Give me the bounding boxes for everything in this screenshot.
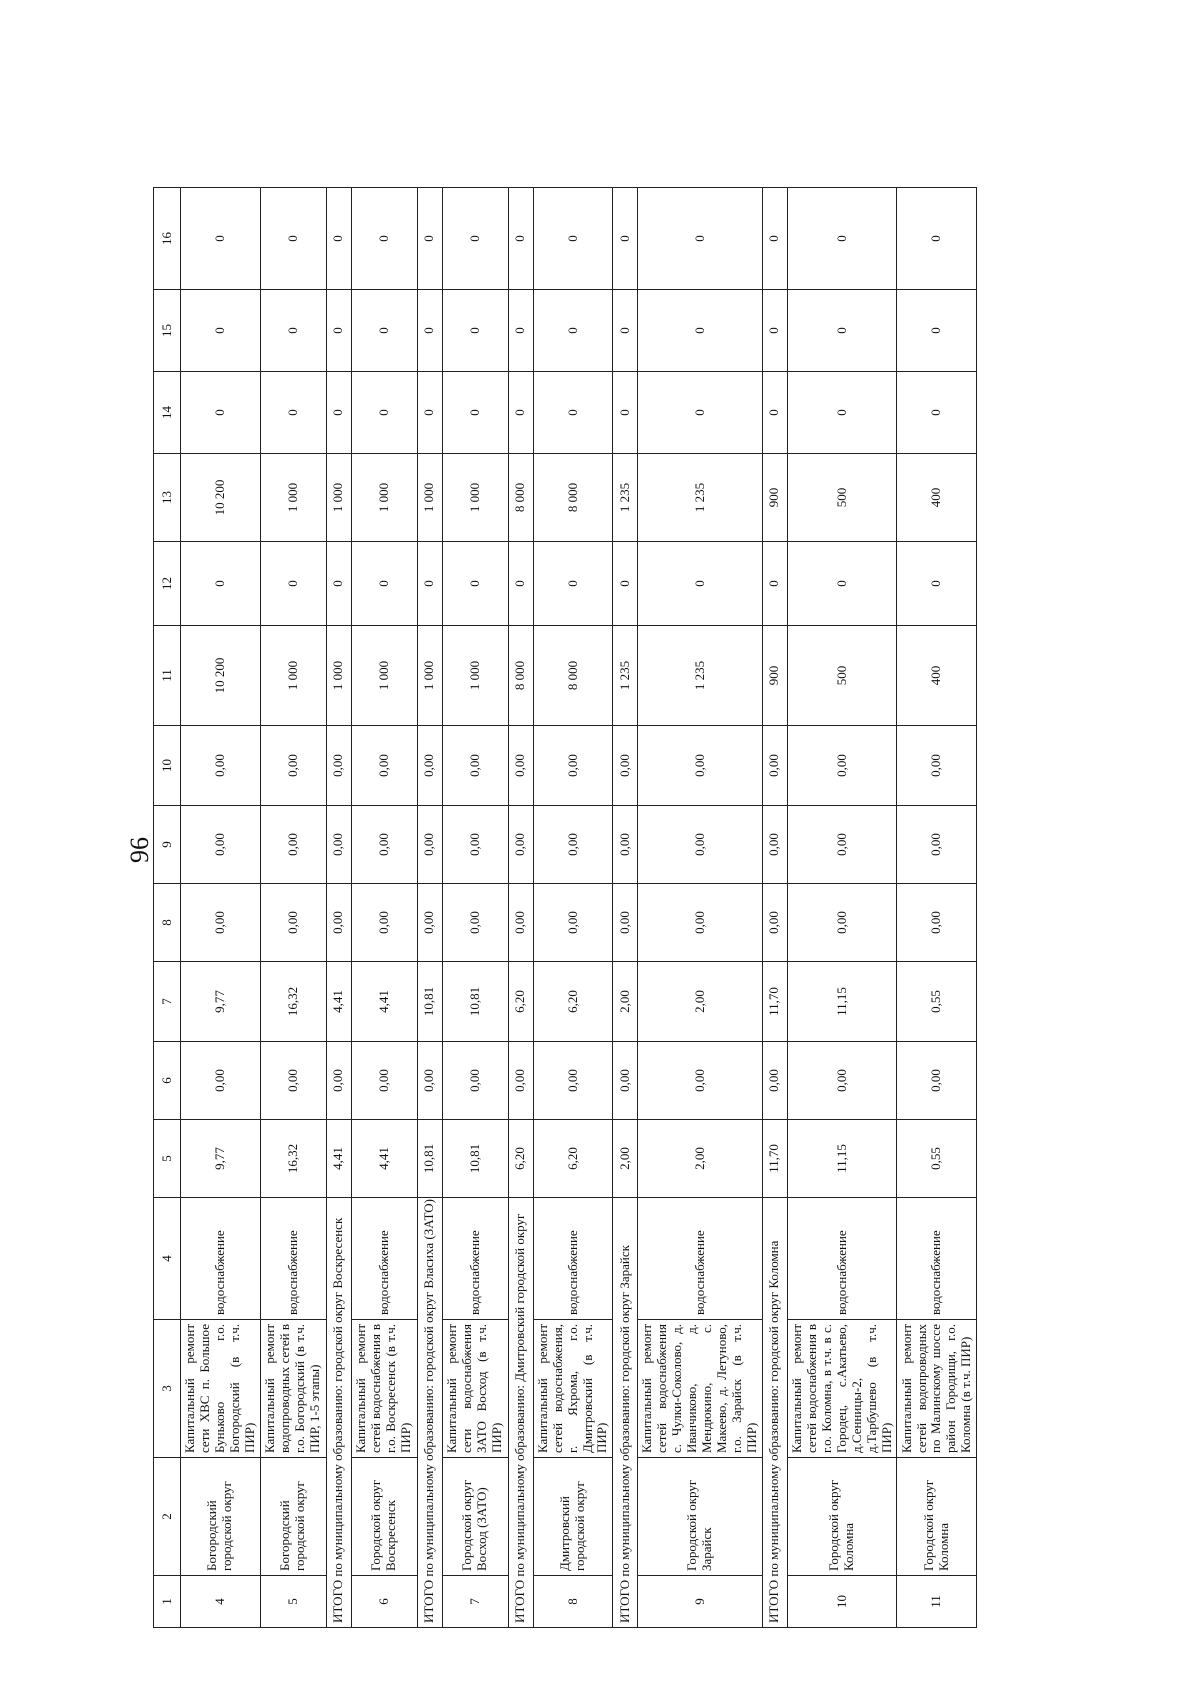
value-col-7: 16,32 <box>260 962 326 1042</box>
value-col-13: 1 000 <box>351 454 417 542</box>
value-col-16: 0 <box>638 188 763 290</box>
total-value-col-6: 0,00 <box>417 1042 442 1120</box>
column-number-12: 12 <box>154 542 181 626</box>
value-col-15: 0 <box>533 290 613 372</box>
value-col-11: 1 000 <box>260 626 326 726</box>
column-number-6: 6 <box>154 1042 181 1120</box>
value-col-15: 0 <box>638 290 763 372</box>
total-value-col-13: 8 000 <box>508 454 533 542</box>
total-value-col-7: 2,00 <box>613 962 638 1042</box>
work-description: Капитальный ремонт сетей водопроводных по Малинскому шоссе район Городищи, г.о. Коломна (в т.ч. ПИР) <box>897 1320 977 1458</box>
value-col-10: 0,00 <box>638 726 763 806</box>
value-col-11: 1 000 <box>442 626 508 726</box>
column-number-16: 16 <box>154 188 181 290</box>
row-number: 4 <box>181 1576 261 1628</box>
total-value-col-13: 1 000 <box>326 454 351 542</box>
total-value-col-11: 1 235 <box>613 626 638 726</box>
work-description: Капитальный ремонт сетей водоснабжения в г.о. Коломна, в т.ч. в с. Городец, с.Акатьево, д.Сенницы-2, д.Тарбушево (в т.ч. ПИР) <box>787 1320 897 1458</box>
total-label: ИТОГО по муниципальному образованию: городской округ Коломна <box>762 1198 787 1628</box>
total-value-col-10: 0,00 <box>613 726 638 806</box>
row-number: 9 <box>638 1576 763 1628</box>
value-col-12: 0 <box>351 542 417 626</box>
value-col-14: 0 <box>181 372 261 454</box>
utility-type: водоснабжение <box>638 1198 763 1320</box>
value-col-16: 0 <box>260 188 326 290</box>
total-value-col-12: 0 <box>762 542 787 626</box>
value-col-10: 0,00 <box>260 726 326 806</box>
value-col-7: 9,77 <box>181 962 261 1042</box>
municipality: Городской округ Воскресенск <box>351 1458 417 1576</box>
total-value-col-12: 0 <box>417 542 442 626</box>
value-col-6: 0,00 <box>351 1042 417 1120</box>
value-col-12: 0 <box>533 542 613 626</box>
total-label: ИТОГО по муниципальному образованию: городской округ Воскресенск <box>326 1198 351 1628</box>
municipality: Городской округ Коломна <box>897 1458 977 1576</box>
value-col-8: 0,00 <box>787 884 897 962</box>
total-value-col-15: 0 <box>613 290 638 372</box>
value-col-13: 500 <box>787 454 897 542</box>
municipality: Городской округ Восход (ЗАТО) <box>442 1458 508 1576</box>
total-value-col-5: 11,70 <box>762 1120 787 1198</box>
data-table <box>153 187 977 1628</box>
total-value-col-13: 900 <box>762 454 787 542</box>
total-value-col-12: 0 <box>613 542 638 626</box>
value-col-9: 0,00 <box>787 806 897 884</box>
total-value-col-8: 0,00 <box>613 884 638 962</box>
value-col-14: 0 <box>787 372 897 454</box>
value-col-6: 0,00 <box>533 1042 613 1120</box>
column-number-3: 3 <box>154 1320 181 1458</box>
value-col-14: 0 <box>638 372 763 454</box>
total-value-col-15: 0 <box>417 290 442 372</box>
value-col-13: 10 200 <box>181 454 261 542</box>
total-value-col-16: 0 <box>613 188 638 290</box>
value-col-15: 0 <box>351 290 417 372</box>
municipality: Городской округ Зарайск <box>638 1458 763 1576</box>
value-col-14: 0 <box>442 372 508 454</box>
value-col-12: 0 <box>181 542 261 626</box>
value-col-13: 8 000 <box>533 454 613 542</box>
value-col-9: 0,00 <box>533 806 613 884</box>
total-value-col-5: 6,20 <box>508 1120 533 1198</box>
total-value-col-9: 0,00 <box>762 806 787 884</box>
table-row <box>181 188 261 1628</box>
value-col-7: 11,15 <box>787 962 897 1042</box>
total-value-col-10: 0,00 <box>762 726 787 806</box>
column-number-9: 9 <box>154 806 181 884</box>
total-row <box>417 188 442 1628</box>
utility-type: водоснабжение <box>897 1198 977 1320</box>
value-col-6: 0,00 <box>638 1042 763 1120</box>
total-value-col-7: 6,20 <box>508 962 533 1042</box>
column-number-1: 1 <box>154 1576 181 1628</box>
column-number-4: 4 <box>154 1198 181 1320</box>
total-row <box>762 188 787 1628</box>
table-row <box>897 188 977 1628</box>
work-description: Капитальный ремонт сетей водоснабжения с. Чулки-Соколово, д. Иванчиково, д. Мендюкино, с. Макеево, д. Летуново, г.о. Зарайск (в т.ч. ПИР) <box>638 1320 763 1458</box>
value-col-10: 0,00 <box>533 726 613 806</box>
column-number-15: 15 <box>154 290 181 372</box>
table-row <box>638 188 763 1628</box>
utility-type: водоснабжение <box>351 1198 417 1320</box>
total-value-col-15: 0 <box>326 290 351 372</box>
table-row <box>442 188 508 1628</box>
total-value-col-8: 0,00 <box>326 884 351 962</box>
page-number: 96 <box>125 837 154 863</box>
value-col-9: 0,00 <box>181 806 261 884</box>
total-value-col-8: 0,00 <box>417 884 442 962</box>
value-col-8: 0,00 <box>442 884 508 962</box>
table-row <box>787 188 897 1628</box>
value-col-9: 0,00 <box>897 806 977 884</box>
column-number-2: 2 <box>154 1458 181 1576</box>
value-col-11: 500 <box>787 626 897 726</box>
work-description: Капитальный ремонт водопроводных сетей в г.о. Богородский (в т.ч. ПИР, 1-5 этапы) <box>260 1320 326 1458</box>
value-col-12: 0 <box>442 542 508 626</box>
value-col-14: 0 <box>897 372 977 454</box>
value-col-12: 0 <box>897 542 977 626</box>
value-col-15: 0 <box>442 290 508 372</box>
value-col-16: 0 <box>351 188 417 290</box>
value-col-7: 10,81 <box>442 962 508 1042</box>
total-value-col-11: 1 000 <box>326 626 351 726</box>
work-description: Капитальный ремонт сети ХВС п. Большое Буньково г.о. Богородский (в т.ч. ПИР) <box>181 1320 261 1458</box>
row-number: 8 <box>533 1576 613 1628</box>
value-col-11: 1 235 <box>638 626 763 726</box>
total-value-col-12: 0 <box>326 542 351 626</box>
total-value-col-10: 0,00 <box>326 726 351 806</box>
value-col-7: 4,41 <box>351 962 417 1042</box>
value-col-5: 6,20 <box>533 1120 613 1198</box>
total-row <box>613 188 638 1628</box>
value-col-7: 0,55 <box>897 962 977 1042</box>
total-value-col-12: 0 <box>508 542 533 626</box>
value-col-9: 0,00 <box>638 806 763 884</box>
total-value-col-14: 0 <box>508 372 533 454</box>
row-number: 5 <box>260 1576 326 1628</box>
total-value-col-8: 0,00 <box>762 884 787 962</box>
value-col-15: 0 <box>181 290 261 372</box>
value-col-16: 0 <box>442 188 508 290</box>
row-number: 11 <box>897 1576 977 1628</box>
total-value-col-6: 0,00 <box>326 1042 351 1120</box>
value-col-12: 0 <box>638 542 763 626</box>
value-col-10: 0,00 <box>442 726 508 806</box>
value-col-15: 0 <box>260 290 326 372</box>
work-description: Капитальный ремонт сетей водоснабжения, г. Яхрома, г.о. Дмитровский (в т.ч. ПИР) <box>533 1320 613 1458</box>
total-value-col-5: 10,81 <box>417 1120 442 1198</box>
utility-type: водоснабжение <box>181 1198 261 1320</box>
total-value-col-13: 1 000 <box>417 454 442 542</box>
value-col-16: 0 <box>787 188 897 290</box>
total-value-col-9: 0,00 <box>417 806 442 884</box>
column-number-7: 7 <box>154 962 181 1042</box>
table-row <box>351 188 417 1628</box>
value-col-8: 0,00 <box>638 884 763 962</box>
total-value-col-14: 0 <box>326 372 351 454</box>
value-col-6: 0,00 <box>181 1042 261 1120</box>
value-col-13: 400 <box>897 454 977 542</box>
total-value-col-16: 0 <box>326 188 351 290</box>
utility-type: водоснабжение <box>442 1198 508 1320</box>
total-value-col-15: 0 <box>762 290 787 372</box>
total-value-col-15: 0 <box>508 290 533 372</box>
total-value-col-6: 0,00 <box>613 1042 638 1120</box>
value-col-8: 0,00 <box>260 884 326 962</box>
table-row <box>533 188 613 1628</box>
value-col-11: 1 000 <box>351 626 417 726</box>
total-value-col-8: 0,00 <box>508 884 533 962</box>
total-value-col-11: 8 000 <box>508 626 533 726</box>
row-number: 6 <box>351 1576 417 1628</box>
total-value-col-11: 1 000 <box>417 626 442 726</box>
column-number-14: 14 <box>154 372 181 454</box>
municipality: Городской округ Коломна <box>787 1458 897 1576</box>
municipality: Дмитровский городской округ <box>533 1458 613 1576</box>
total-row <box>508 188 533 1628</box>
total-value-col-5: 4,41 <box>326 1120 351 1198</box>
value-col-8: 0,00 <box>351 884 417 962</box>
value-col-11: 400 <box>897 626 977 726</box>
value-col-5: 10,81 <box>442 1120 508 1198</box>
total-label: ИТОГО по муниципальному образованию: Дмитровский городской округ <box>508 1198 533 1628</box>
value-col-7: 6,20 <box>533 962 613 1042</box>
row-number: 10 <box>787 1576 897 1628</box>
total-value-col-7: 11,70 <box>762 962 787 1042</box>
total-value-col-6: 0,00 <box>762 1042 787 1120</box>
table-row <box>260 188 326 1628</box>
value-col-12: 0 <box>260 542 326 626</box>
value-col-9: 0,00 <box>260 806 326 884</box>
municipality: Богородский городской округ <box>181 1458 261 1576</box>
total-value-col-9: 0,00 <box>508 806 533 884</box>
value-col-7: 2,00 <box>638 962 763 1042</box>
value-col-8: 0,00 <box>897 884 977 962</box>
value-col-15: 0 <box>897 290 977 372</box>
value-col-5: 16,32 <box>260 1120 326 1198</box>
value-col-10: 0,00 <box>897 726 977 806</box>
total-value-col-16: 0 <box>762 188 787 290</box>
value-col-16: 0 <box>897 188 977 290</box>
total-value-col-14: 0 <box>417 372 442 454</box>
value-col-13: 1 235 <box>638 454 763 542</box>
value-col-6: 0,00 <box>897 1042 977 1120</box>
row-number: 7 <box>442 1576 508 1628</box>
value-col-10: 0,00 <box>787 726 897 806</box>
value-col-9: 0,00 <box>351 806 417 884</box>
total-value-col-7: 10,81 <box>417 962 442 1042</box>
value-col-11: 10 200 <box>181 626 261 726</box>
total-value-col-14: 0 <box>613 372 638 454</box>
total-value-col-9: 0,00 <box>326 806 351 884</box>
municipality: Богородский городской округ <box>260 1458 326 1576</box>
value-col-10: 0,00 <box>351 726 417 806</box>
value-col-5: 11,15 <box>787 1120 897 1198</box>
column-number-11: 11 <box>154 626 181 726</box>
work-description: Капитальный ремонт сети водоснабжения ЗАТО Восход (в т.ч. ПИР) <box>442 1320 508 1458</box>
value-col-13: 1 000 <box>442 454 508 542</box>
value-col-5: 4,41 <box>351 1120 417 1198</box>
value-col-16: 0 <box>533 188 613 290</box>
value-col-14: 0 <box>351 372 417 454</box>
value-col-6: 0,00 <box>442 1042 508 1120</box>
value-col-9: 0,00 <box>442 806 508 884</box>
utility-type: водоснабжение <box>787 1198 897 1320</box>
total-value-col-10: 0,00 <box>417 726 442 806</box>
value-col-11: 8 000 <box>533 626 613 726</box>
total-value-col-10: 0,00 <box>508 726 533 806</box>
column-number-8: 8 <box>154 884 181 962</box>
value-col-16: 0 <box>181 188 261 290</box>
rotated-table-container <box>153 208 1093 1628</box>
column-number-5: 5 <box>154 1120 181 1198</box>
value-col-6: 0,00 <box>787 1042 897 1120</box>
value-col-10: 0,00 <box>181 726 261 806</box>
total-label: ИТОГО по муниципальному образованию: городской округ Власиха (ЗАТО) <box>417 1198 442 1628</box>
value-col-14: 0 <box>260 372 326 454</box>
total-value-col-5: 2,00 <box>613 1120 638 1198</box>
value-col-5: 2,00 <box>638 1120 763 1198</box>
value-col-14: 0 <box>533 372 613 454</box>
value-col-5: 0,55 <box>897 1120 977 1198</box>
value-col-8: 0,00 <box>533 884 613 962</box>
total-value-col-14: 0 <box>762 372 787 454</box>
total-value-col-6: 0,00 <box>508 1042 533 1120</box>
total-value-col-16: 0 <box>508 188 533 290</box>
value-col-6: 0,00 <box>260 1042 326 1120</box>
utility-type: водоснабжение <box>260 1198 326 1320</box>
value-col-13: 1 000 <box>260 454 326 542</box>
column-number-10: 10 <box>154 726 181 806</box>
total-value-col-9: 0,00 <box>613 806 638 884</box>
column-number-13: 13 <box>154 454 181 542</box>
utility-type: водоснабжение <box>533 1198 613 1320</box>
total-value-col-7: 4,41 <box>326 962 351 1042</box>
total-value-col-11: 900 <box>762 626 787 726</box>
value-col-12: 0 <box>787 542 897 626</box>
total-value-col-16: 0 <box>417 188 442 290</box>
column-number-header <box>154 188 181 1628</box>
total-value-col-13: 1 235 <box>613 454 638 542</box>
total-row <box>326 188 351 1628</box>
total-label: ИТОГО по муниципальному образованию: городской округ Зарайск <box>613 1198 638 1628</box>
value-col-15: 0 <box>787 290 897 372</box>
value-col-8: 0,00 <box>181 884 261 962</box>
value-col-5: 9,77 <box>181 1120 261 1198</box>
work-description: Капитальный ремонт сетей водоснабжения в г.о. Воскресенск (в т.ч. ПИР) <box>351 1320 417 1458</box>
